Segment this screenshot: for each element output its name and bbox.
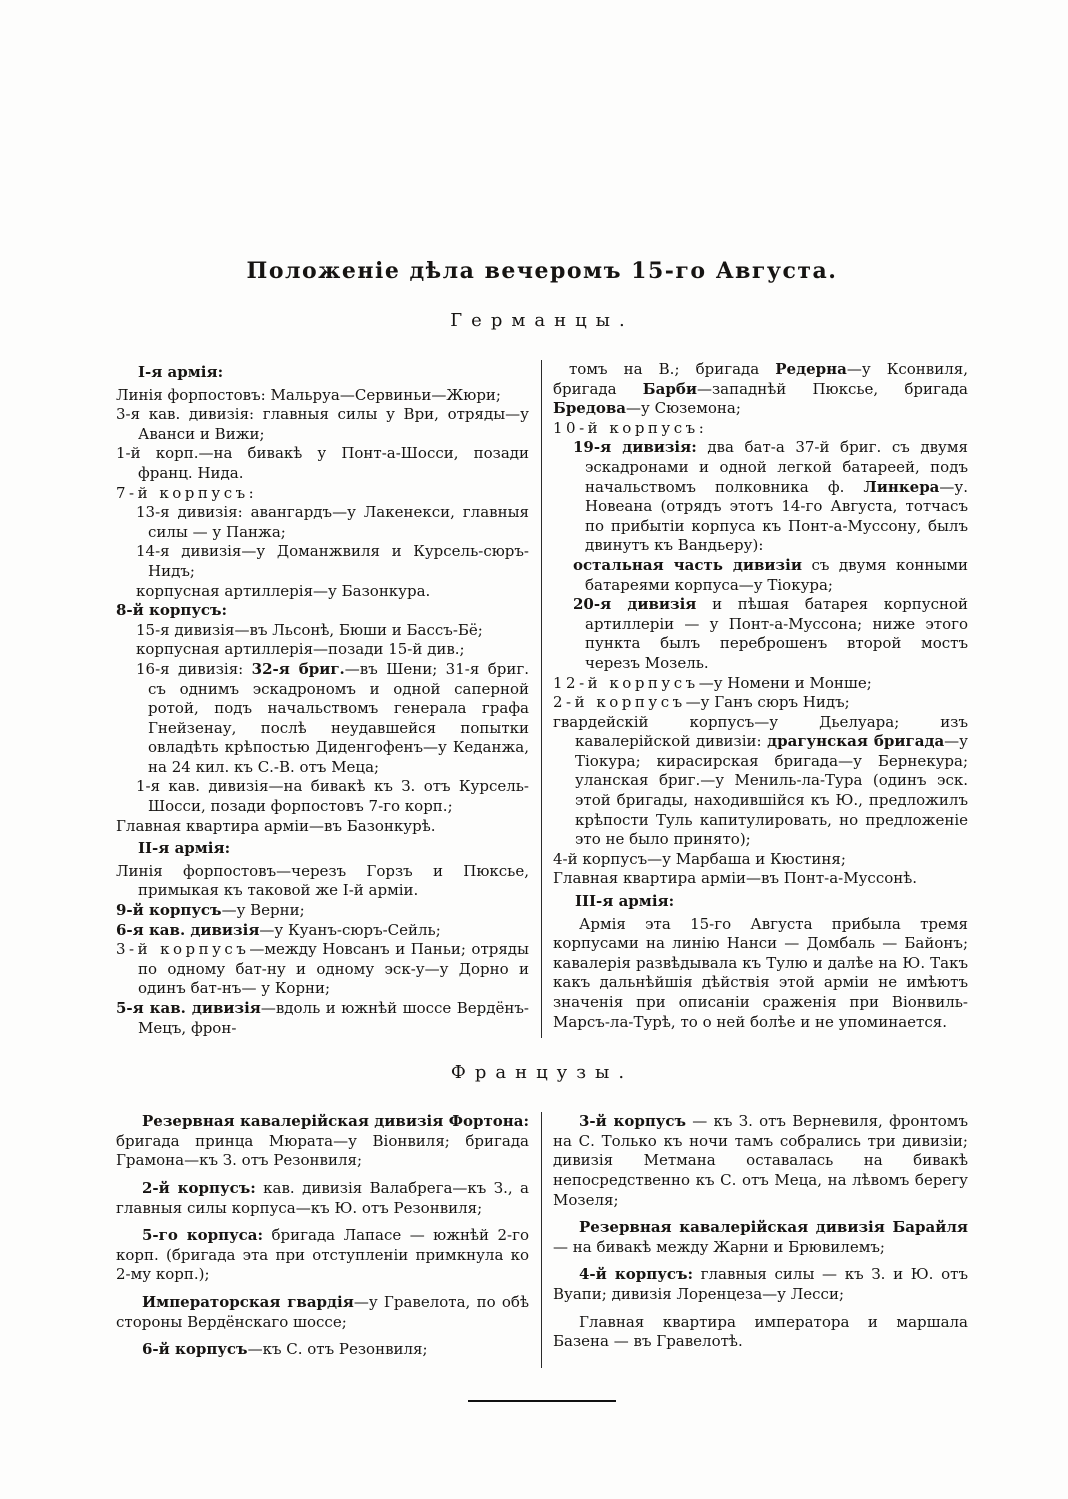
plain-text: кав. дивизія Валабрега—къ З., а главныя силы корпуса—къ Ю. отъ Резонвиля; [116,1178,529,1217]
text-paragraph [553,1218,968,1257]
section-heading-germans: Германцы. [450,310,634,331]
plain-text: Главная квартира арміи—въ Понт-а-Муссонѣ. [553,869,918,888]
text-paragraph [553,1265,968,1304]
text-paragraph [116,999,529,1038]
plain-text: —у Гравелота, по обѣ стороны Вердёнскаго шоссе; [116,1292,529,1331]
text-paragraph [553,1313,968,1352]
plain-text: томъ на В.; бригада [569,360,776,378]
spaced-text: 2-й корпусъ [553,693,686,712]
plain-text: бригада принца Мюрата—у Віонвиля; бригада Грамона—къ З. отъ Резонвиля; [116,1131,529,1170]
bold-text: Линкера [863,477,940,496]
plain-text: Линія форпостовъ—черезъ Горзъ и Пюксье, примыкая къ таковой же І-й арміи. [116,861,529,900]
text-paragraph [116,862,529,901]
plain-text: —у. Новеана (отрядъ этотъ 14-го Августа, тотчасъ по прибытіи корпуса къ Понт-а-Муссону, былъ двинутъ къ Вандьеру): [585,477,968,555]
bold-text: III-я армія: [575,892,675,911]
plain-text: Главная квартира императора и маршала Базена — въ Гравелотѣ. [553,1312,968,1351]
bold-text: Барби [642,379,697,398]
french-left-column [116,1112,542,1368]
text-paragraph [116,921,529,941]
text-paragraph [116,484,529,504]
plain-text: —у Куанъ-сюръ-Сейль; [259,920,441,939]
text-paragraph [116,1340,529,1360]
text-paragraph [553,713,968,850]
plain-text: —въ Шени; 31-я бриг. съ однимъ эскадрономъ и одной саперной ротой, подъ начальствомъ генерала графа Гнейзенау, послѣ неудавшейся попытки овладѣть крѣпостью Диденгофенъ—у Кеданжа, на 24 кил. къ С.-В. отъ Меца; [148,659,529,776]
plain-text: —между Новсанъ и Паньи; отряды по одному бат-ну и одному эск-у—у Дорно и одинъ бат-нъ— у Корни; [138,940,529,998]
plain-text: Главная квартира арміи—въ Базонкурѣ. [116,816,436,835]
bold-text: 5-го корпуса: [142,1226,264,1245]
text-paragraph [553,360,968,419]
germans-left-column [116,360,542,1038]
plain-text: —у Номени и Монше; [698,673,872,692]
germans-right-column [542,360,968,1038]
bold-text: драгунская бригада [767,732,945,751]
plain-text: 13-я дивизія: авангардъ—у Лакенекси, главныя силы — у Панжа; [136,503,529,541]
bold-text: Редерна [775,360,847,378]
bold-text: 6-й корпусъ [142,1340,248,1359]
text-paragraph [553,869,968,889]
bold-text: 20-я дивизія [573,595,697,614]
plain-text: —у Верни; [221,901,305,920]
plain-text: корпусная артиллерія—у Базонкура. [136,581,431,600]
plain-text: — на бивакѣ между Жарни и Брювилемъ; [553,1237,885,1256]
plain-text: 15-я дивизія—въ Льсонѣ, Бюши и Бассъ-Бё; [136,620,483,639]
plain-text: корпусная артиллерія—позади 15-й див.; [136,640,465,659]
army-header [138,363,529,383]
bold-text: 32-я бриг. [251,659,345,678]
plain-text: —у Сюземона; [626,399,741,418]
plain-text: 1-й корп.—на бивакѣ у Понт-а-Шосси, позади франц. Нида. [116,444,529,482]
bold-text: 9-й корпусъ [116,901,222,920]
text-paragraph [573,595,968,673]
french-columns [116,1112,968,1368]
plain-text: и пѣшая батарея корпусной артиллеріи — у Понт-а-Муссона; ниже этого пункта былъ переброшенъ второй мостъ черезъ Мозель. [585,595,968,672]
plain-text: —у Ганъ сюръ Нидъ; [685,693,850,712]
text-paragraph [116,1226,529,1285]
plain-text: гвардейскій корпусъ—у Дьелуара; изъ кавалерійской дивизіи: [553,712,968,751]
bold-text: 3-й корпусъ [579,1112,687,1131]
text-paragraph [573,556,968,595]
plain-text: Армія эта 15-го Августа прибыла тремя корпусами на линію Нанси — Домбаль — Байонъ; кавалерія развѣдывала къ Тулю и далѣе на Ю. Такъ какъ дальнѣйшія дѣйствія этой арміи не имѣютъ значенія при описаніи сраженія при Віонвиль-Марсъ-ла-Турѣ, то о ней болѣе и не упоминается. [553,914,968,1031]
bold-text: II-я армія: [138,839,231,858]
text-paragraph [553,915,968,1033]
spaced-text: 12-й корпусъ [553,673,699,692]
plain-text: —къ С. отъ Резонвиля; [247,1340,428,1359]
plain-text: —у Тіокура; кирасирская бригада—у Бернекура; уланская бриг.—у Мениль-ла-Тура (одинъ эск. этой бригады, находившійся къ Ю., предложилъ крѣпости Туль капитулировать, но предложеніе это не было принято); [575,732,968,849]
text-paragraph [116,1293,529,1332]
plain-text: — къ З. отъ Верневиля, фронтомъ на С. Только къ ночи тамъ собрались три дивизіи; дивизія Метмана оставалась на бивакѣ непосредственно къ С. отъ Меца, на лѣвомъ берегу Мозеля; [553,1112,968,1209]
text-paragraph [136,640,529,660]
text-paragraph [553,1112,968,1210]
bold-text: Резервная кавалерійская дивизія Барайля [579,1218,968,1237]
text-paragraph [116,1179,529,1218]
text-paragraph [136,777,529,816]
text-paragraph [116,817,529,837]
bold-text: І-я армія: [138,363,224,381]
text-paragraph [116,940,529,999]
text-paragraph [136,621,529,641]
plain-text: 14-я дивизія—у Доманжвиля и Курсель-сюръ-Нидъ; [136,542,529,580]
plain-text: —вдоль и южнѣй шоссе Вердёнъ-Мецъ, фрон- [138,999,529,1037]
plain-text: 1-я кав. дивизія—на бивакѣ къ З. отъ Курсель-Шосси, позади форпостовъ 7-го корп.; [136,777,529,816]
plain-text: бригада Лапасе — южнѣй 2-го корп. (бригада эта при отступленіи примкнула ко 2-му корп.); [116,1226,529,1284]
plain-text: съ двумя конными батареями корпуса—у Тіокура; [585,555,968,594]
army-header [575,892,968,912]
plain-text: 4-й корпусъ—у Марбаша и Кюстиня; [553,849,846,868]
text-paragraph [553,850,968,870]
plain-text: главныя силы — къ З. и Ю. отъ Вуапи; дивизія Лоренцеза—у Лесси; [553,1265,968,1303]
bold-text: Императорская гвардія [142,1292,354,1311]
text-paragraph [116,405,529,444]
bold-text: 6-я кав. дивизія [116,920,260,939]
section-heading-french: Французы. [450,1062,634,1084]
army-header [138,839,529,859]
text-paragraph [136,503,529,542]
text-paragraph [136,582,529,602]
section-end-rule [468,1400,616,1402]
text-paragraph [116,601,529,621]
text-paragraph [553,674,968,694]
spaced-text: 10-й корпусъ: [553,418,708,437]
germans-columns [116,360,968,1038]
bold-text: 19-я дивизія: [573,438,697,457]
plain-text: 16-я дивизія: [136,659,252,678]
bold-text: 8-й корпусъ: [116,601,228,620]
text-paragraph [136,660,529,778]
text-paragraph [553,693,968,713]
plain-text: —у Ксонвиля, бригада [553,360,968,398]
spaced-text: 3-й корпусъ [116,940,250,959]
bold-text: 4-й корпусъ: [579,1265,693,1284]
text-paragraph [116,901,529,921]
text-paragraph [553,419,968,439]
text-paragraph [136,542,529,581]
plain-text: два бат-а 37-й бриг. съ двумя эскадронами и одной легкой батареей, подъ начальствомъ полковника ф. [585,438,968,496]
page-title: Положеніе дѣла вечеромъ 15-го Августа. [246,258,838,284]
text-paragraph [116,386,529,406]
bold-text: 5-я кав. дивизія [116,999,261,1017]
french-right-column [542,1112,968,1368]
spaced-text: 7-й корпусъ: [116,483,258,502]
text-paragraph [116,1112,529,1171]
bold-text: 2-й корпусъ: [142,1178,256,1197]
plain-text: —западнѣй Пюксье, бригада [696,379,968,398]
text-paragraph [116,444,529,483]
plain-text: 3-я кав. дивизія: главныя силы у Ври, отряды—у Аванси и Вижи; [116,405,529,443]
plain-text: Линія форпостовъ: Мальруа—Сервиньи—Жюри; [116,385,501,404]
bold-text: Резервная кавалерійская дивизія Фортона: [142,1112,529,1131]
bold-text: Бредова [553,399,626,418]
bold-text: остальная часть дивизіи [573,555,802,574]
text-paragraph [573,438,968,556]
